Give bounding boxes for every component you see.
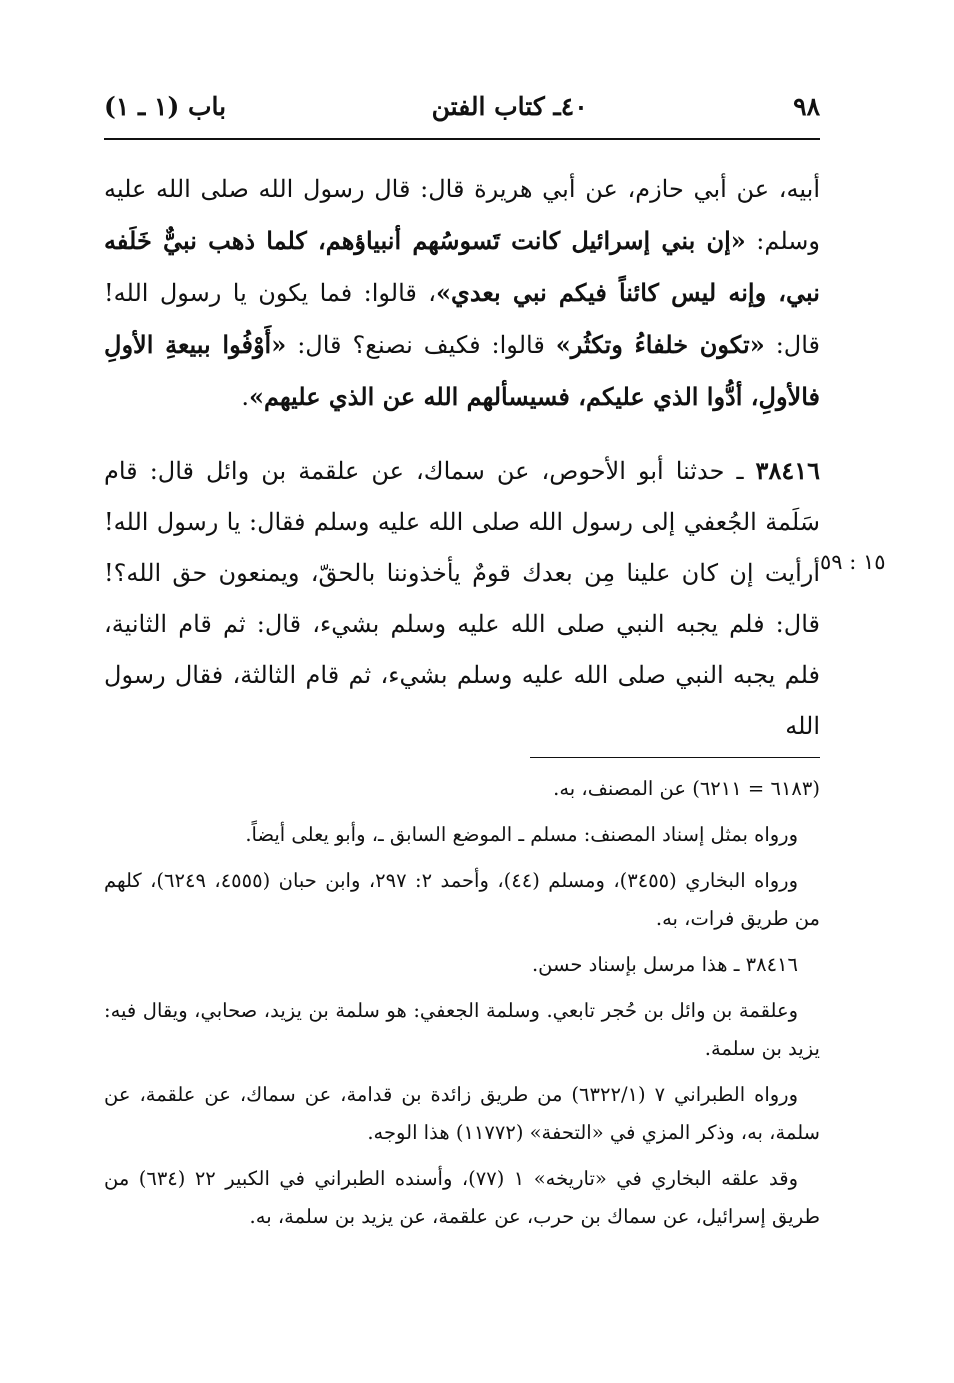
header-rule xyxy=(104,138,820,140)
chapter-label: باب (١ ـ ١) xyxy=(104,91,227,121)
hadith-paragraph xyxy=(104,445,820,752)
book-title: ٤٠ـ كتاب الفتن xyxy=(431,91,588,121)
main-text xyxy=(104,164,820,752)
page-header xyxy=(104,86,820,126)
footnote-line: وعلقمة بن وائل بن حُجر تابعي. وسلمة الجعفي: هو سلمة بن يزيد، صحابي، ويقال فيه: يزيد بن سلمة. xyxy=(104,999,820,1060)
hadith-text: قالوا: فكيف نصنع؟ قال: xyxy=(286,331,556,359)
hadith-number: ٣٨٤١٦ xyxy=(755,456,820,485)
prophet-quote: «تكون خلفاءُ وتكثُر» xyxy=(555,330,765,359)
hadith-text: ، قالوا: فما يكون يا رسول الله! قال: xyxy=(104,279,820,359)
hadith-paragraph xyxy=(104,164,820,423)
footnote-line: ٣٨٤١٦ ـ هذا مرسل بإسناد حسن. xyxy=(531,953,798,976)
hadith-intro: أبيه، عن أبي حازم، عن أبي هريرة قال: قال رسول الله صلى الله عليه وسلم: xyxy=(104,175,820,255)
footnote-line: ورواه البخاري (٣٤٥٥)، ومسلم (٤٤)، وأحمد ٢: ٢٩٧، وابن حبان (٤٥٥٥، ٦٢٤٩)، كلهم من طريق فرات، به. xyxy=(104,869,820,930)
footnote-line: وقد علقه البخاري في «تاريخه» ١ (٧٧)، وأسنده الطبراني في الكبير ٢٢ (٦٣٤) من طريق إسرائيل، عن سماك بن حرب، عن علقمة، عن يزيد بن سلمة، به. xyxy=(104,1167,820,1228)
footnote-line: ورواه الطبراني ٧ (٦٣٢٢/١) من طريق زائدة بن قدامة، عن سماك، عن علقمة، عن سلمة، به، وذكر المزي في «التحفة» (١١٧٧٢) هذا الوجه. xyxy=(104,1083,820,1144)
page-number: ٩٨ xyxy=(793,91,820,121)
hadith-text: . xyxy=(241,383,249,411)
margin-reference: ١٥ : ٥٩ xyxy=(820,550,886,574)
footnotes xyxy=(104,770,820,1244)
footnote-separator xyxy=(530,757,820,758)
footnote-line: (٦١٨٣ = ٦٢١١) عن المصنف، به. xyxy=(553,777,820,800)
footnote-line: ورواه بمثل إسناد المصنف: مسلم ـ الموضع السابق ـ، وأبو يعلى أيضاً. xyxy=(245,823,798,846)
prophet-quote: «إن بني إسرائيل كانت تَسوسُهم أنبياؤهم، كلما ذهب نبيٌّ خَلَفه نبي، وإنه ليس كائناً فيكم نبي بعدي» xyxy=(104,226,820,307)
hadith-text: ـ حدثنا أبو الأحوص، عن سماك، عن علقمة بن وائل قال: قام سَلَمة الجُعفي إلى رسول الله صلى الله عليه وسلم فقال: يا رسول الله! أرأيت إن كان علينا مِن بعدك قومٌ يأخذوننا بالحقّ، ويمنعون حق الله؟! قال: فلم يجبه النبي صلى الله عليه وسلم بشيء، قال: ثم قام الثانية، فلم يجبه النبي صلى الله عليه وسلم بشيء، ثم قام الثالثة، فقال رسول الله xyxy=(104,457,820,740)
prophet-quote: «أَوْفُوا ببيعةِ الأولِ فالأولِ، أدُّوا الذي عليكم، فسيسألهم الله عن الذي عليهم» xyxy=(104,330,820,411)
